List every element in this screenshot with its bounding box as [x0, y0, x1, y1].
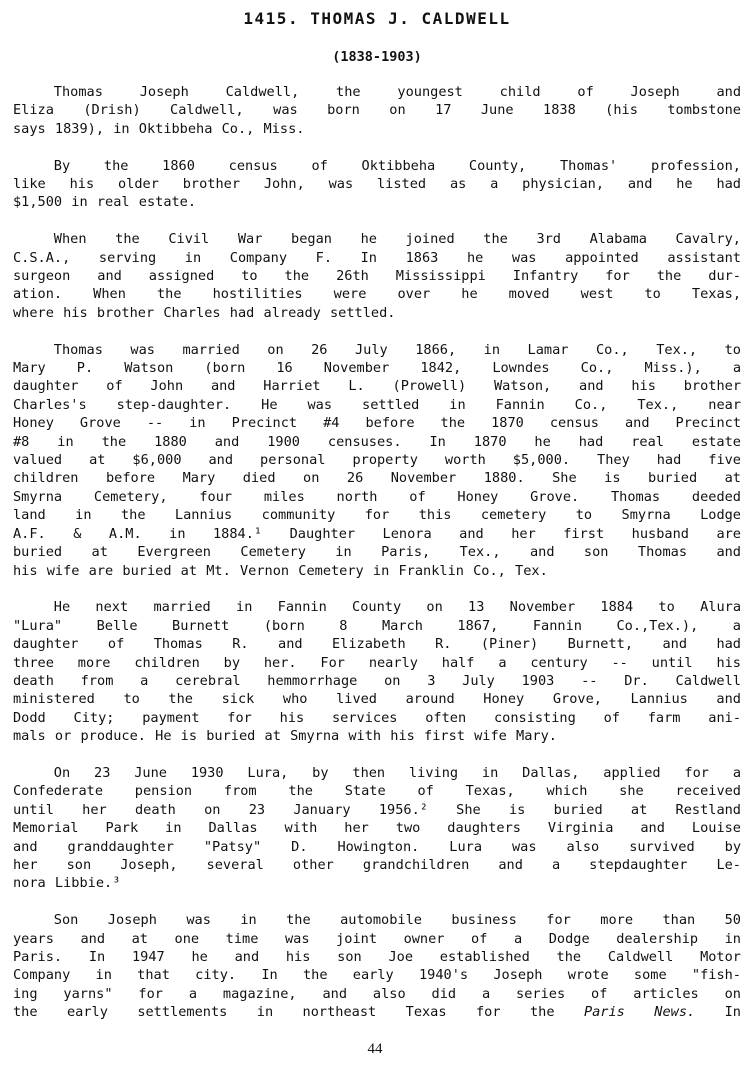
text-line: Company in that city. In the early 1940's Joseph wrote some "fish- [13, 967, 741, 984]
text-line: By the 1860 census of Oktibbeha County, Thomas' profession, [53, 157, 741, 174]
text-line: land in the Lannius community for this cemetery to Smyrna Lodge [13, 507, 741, 524]
text-line: and granddaughter "Patsy" D. Howington. Lura was also survived by [13, 838, 741, 855]
document-title: 1415. THOMAS J. CALDWELL [243, 9, 511, 28]
paragraph-6 [13, 764, 741, 893]
text-line: When the Civil War began he joined the 3rd Alabama Cavalry, [53, 231, 741, 248]
text-line: Son Joseph was in the automobile business for more than 50 [53, 912, 741, 929]
paragraph-5 [13, 598, 741, 745]
text-line: the early settlements in northeast Texas for the Paris News. In [13, 1004, 741, 1021]
text-line: A.F. & A.M. in 1884.¹ Daughter Lenora and her first husband are [13, 525, 741, 542]
paragraph-1 [13, 83, 741, 138]
text-line: valued at $6,000 and personal property worth $5,000. They had five [13, 452, 741, 469]
text-line: On 23 June 1930 Lura, by then living in Dallas, applied for a [53, 764, 741, 781]
text-line: her son Joseph, several other grandchildren and a stepdaughter Le- [13, 856, 741, 873]
text-line: Thomas Joseph Caldwell, the youngest child of Joseph and [53, 84, 741, 100]
document-page [13, 8, 741, 1022]
text-line: He next married in Fannin County on 13 November 1884 to Alura [53, 599, 741, 616]
text-line: daughter of John and Harriet L. (Prowell) Watson, and his brother [13, 378, 741, 395]
text-line: ation. When the hostilities were over he moved west to Texas, [13, 286, 741, 303]
text-line: children before Mary died on 26 November 1880. She is buried at [13, 470, 741, 487]
text-line: "Lura" Belle Burnett (born 8 March 1867, Fannin Co.,Tex.), a [13, 617, 741, 634]
paragraph-2 [13, 157, 741, 212]
paragraph-3 [13, 230, 741, 322]
text-line: nora Libbie.³ [13, 875, 121, 892]
text-line: death from a cerebral hemmorrhage on 3 July 1903 -- Dr. Caldwell [13, 672, 741, 689]
text-line: $1,500 in real estate. [13, 194, 197, 211]
text-line: ministered to the sick who lived around Honey Grove, Lannius and [13, 691, 741, 708]
text-line: surgeon and assigned to the 26th Mississippi Infantry for the dur- [13, 268, 741, 285]
text-line: #8 in the 1880 and 1900 censuses. In 1870 he had real estate [13, 433, 741, 450]
text-line: Thomas was married on 26 July 1866, in Lamar Co., Tex., to [53, 341, 741, 358]
text-line: like his older brother John, was listed as a physician, and he had [13, 176, 741, 193]
text-line: Confederate pension from the State of Texas, which she received [13, 783, 741, 800]
page-number: 44 [367, 1041, 383, 1057]
text-line: ing yarns" for a magazine, and also did a series of articles on [13, 985, 741, 1002]
text-line: where his brother Charles had already settled. [13, 304, 396, 321]
text-tail: In [695, 1004, 741, 1021]
paragraph-7 [13, 911, 741, 1021]
text-line: until her death on 23 January 1956.² She is buried at Restland [13, 801, 741, 818]
text-line: Dodd City; payment for his services often consisting of farm ani- [13, 709, 741, 726]
newspaper-title: Paris News. [583, 1004, 696, 1021]
life-dates: (1838-1903) [332, 49, 422, 65]
text-line: buried at Evergreen Cemetery in Paris, Tex., and son Thomas and [13, 544, 741, 561]
text-line: his wife are buried at Mt. Vernon Cemetery in Franklin Co., Tex. [13, 562, 548, 579]
text-line: Smyrna Cemetery, four miles north of Honey Grove. Thomas deeded [13, 488, 741, 505]
text-line: Paris. In 1947 he and his son Joe established the Caldwell Motor [13, 949, 741, 965]
document-body [13, 83, 741, 1022]
text-line: Honey Grove -- in Precinct #4 before the 1870 census and Precinct [13, 415, 741, 432]
text-line: Mary P. Watson (born 16 November 1842, Lowndes Co., Miss.), a [13, 360, 741, 377]
paragraph-4 [13, 341, 741, 580]
text-line: daughter of Thomas R. and Elizabeth R. (Piner) Burnett, and had [13, 636, 741, 653]
text-line: Memorial Park in Dallas with her two daughters Virginia and Louise [13, 820, 741, 837]
text-line: years and at one time was joint owner of a Dodge dealership in [13, 930, 741, 947]
text-line: three more children by her. For nearly half a century -- until his [13, 654, 741, 671]
text-line: says 1839), in Oktibbeha Co., Miss. [13, 120, 305, 137]
text-line: C.S.A., serving in Company F. In 1863 he was appointed assistant [13, 249, 741, 266]
text-line: Charles's step-daughter. He was settled in Fannin Co., Tex., near [13, 396, 741, 413]
text-line: mals or produce. He is buried at Smyrna with his first wife Mary. [13, 728, 557, 745]
text-line: Eliza (Drish) Caldwell, was born on 17 June 1838 (his tombstone [13, 102, 741, 119]
